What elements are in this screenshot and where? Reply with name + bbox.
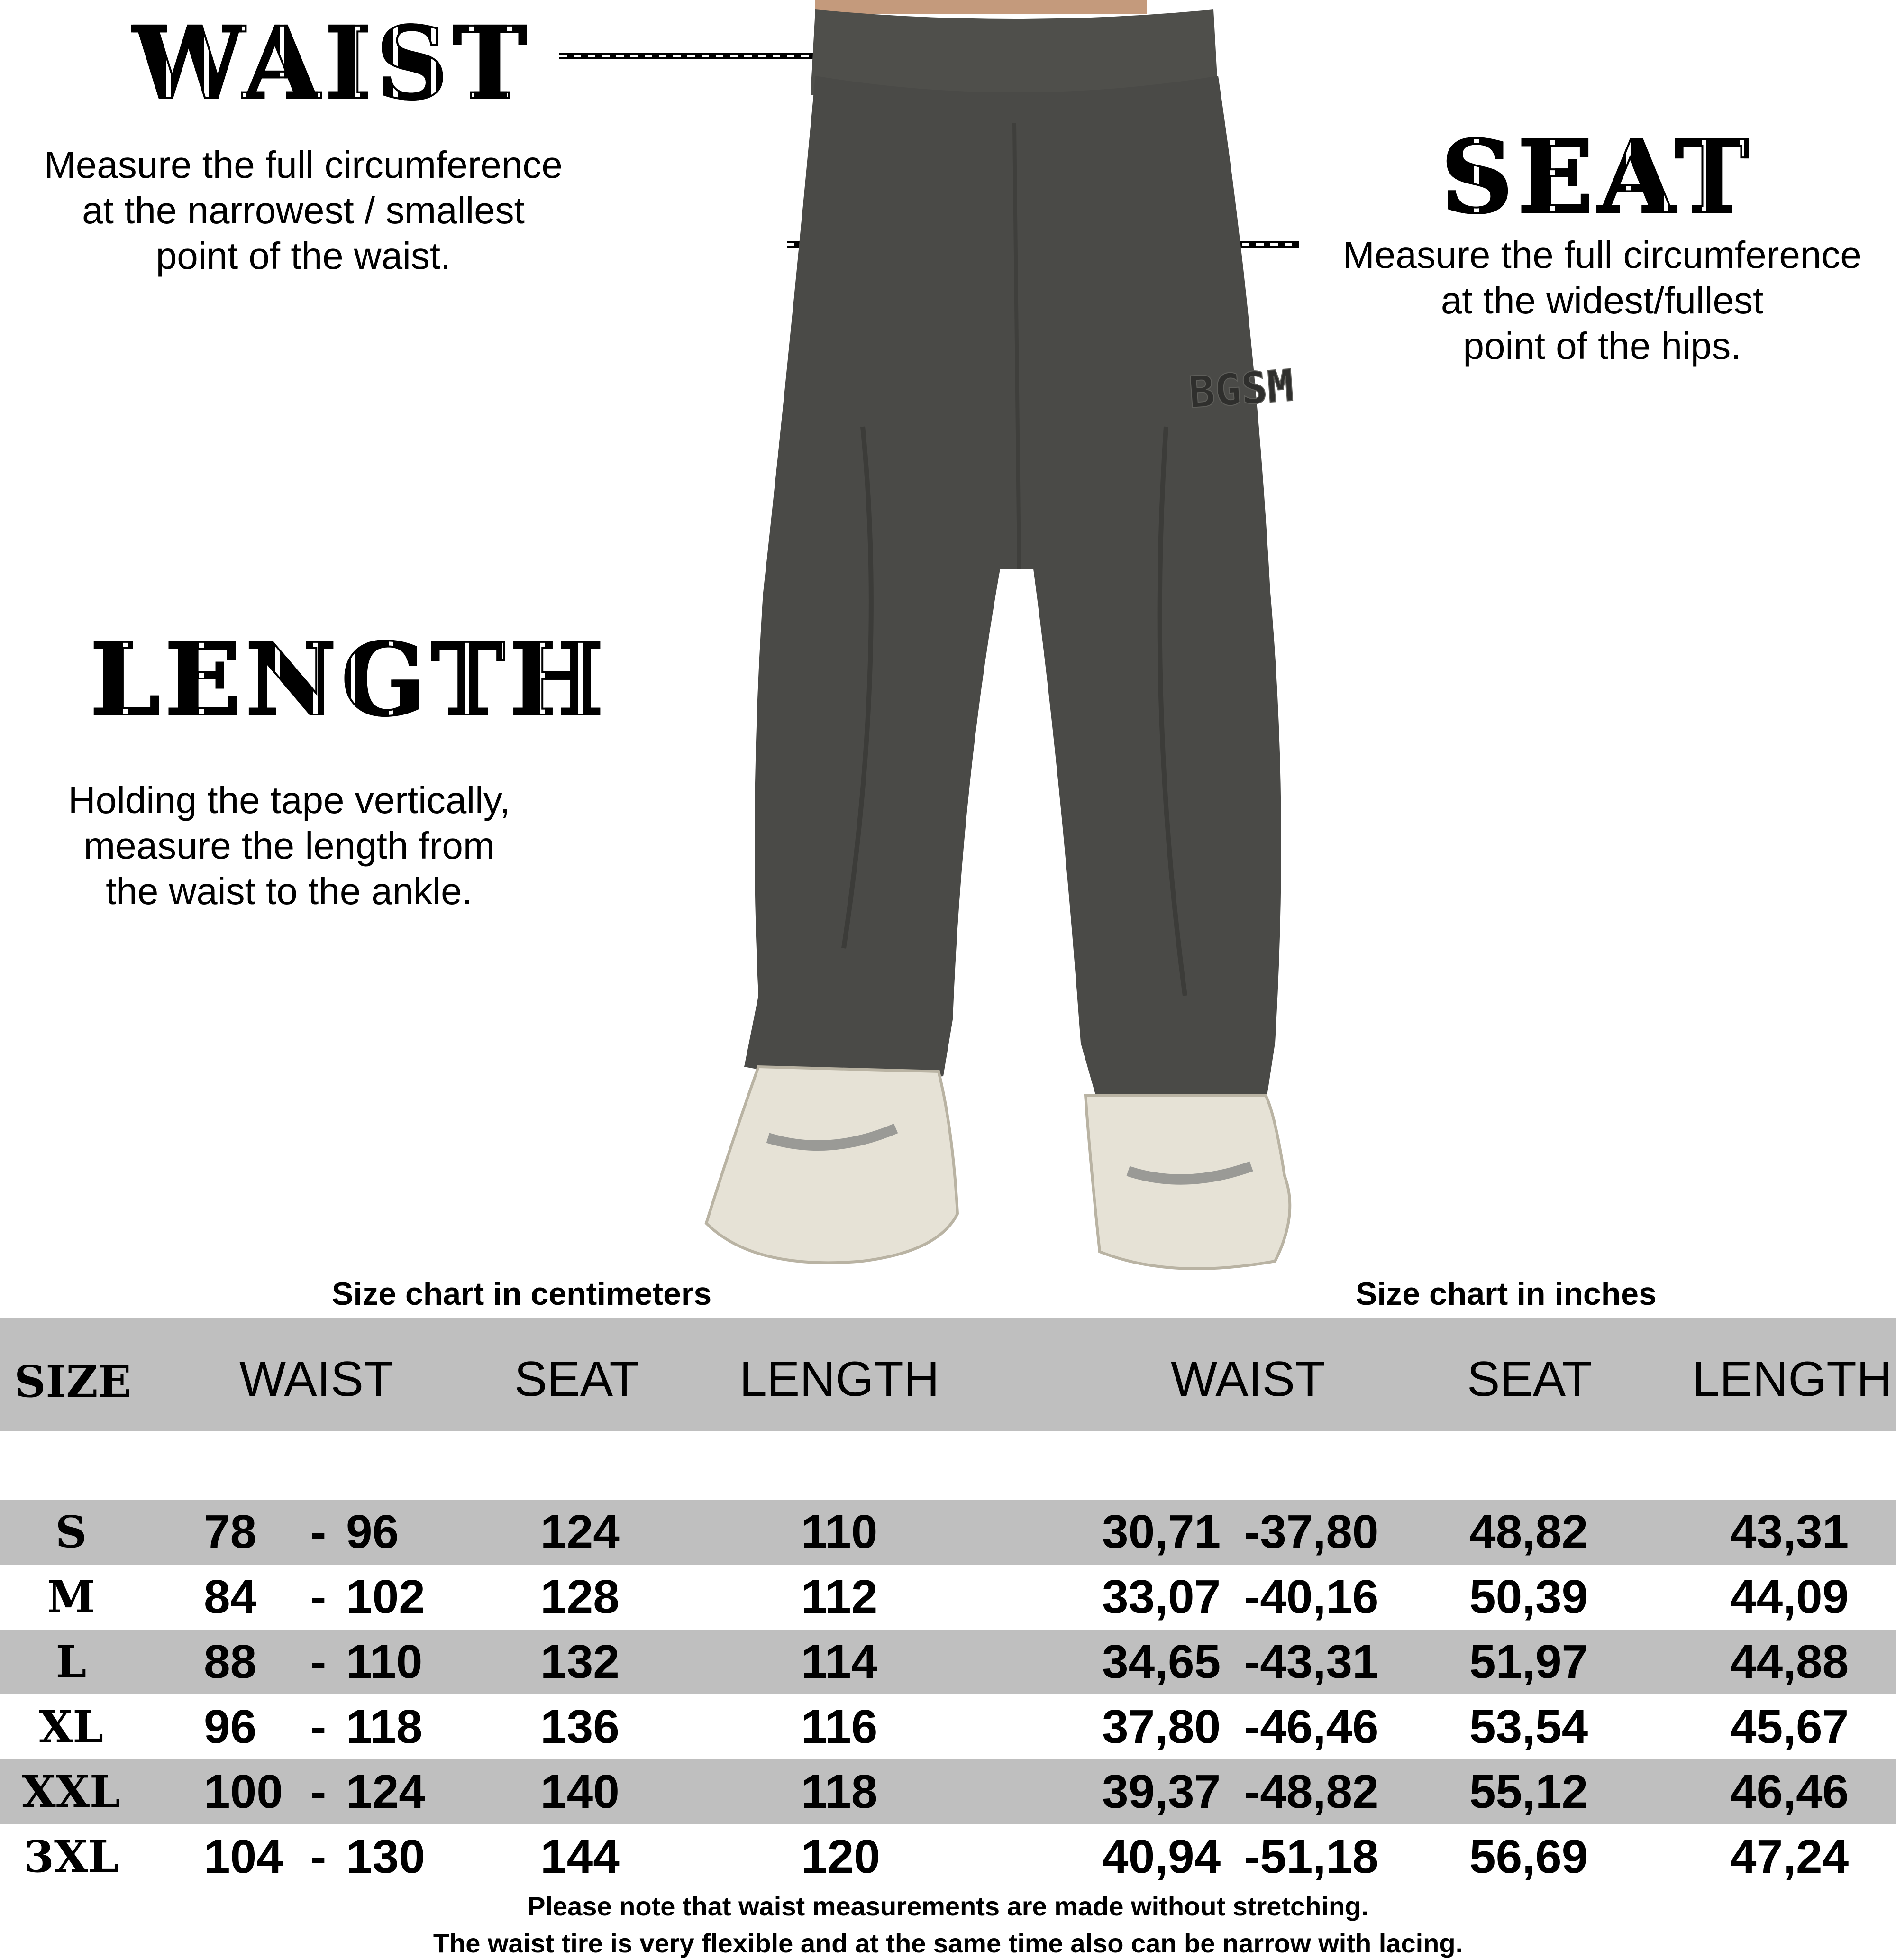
cell-length-in: 46,46 xyxy=(1730,1765,1849,1818)
table-row xyxy=(0,1565,1896,1630)
cell-seat-cm: 140 xyxy=(540,1765,620,1818)
cell-length-in: 44,09 xyxy=(1730,1570,1849,1623)
cell-waist-cm-min: 78 xyxy=(204,1505,257,1558)
cell-length-in: 45,67 xyxy=(1730,1700,1849,1753)
table-row xyxy=(0,1500,1896,1565)
waist-desc-line: Measure the full circumference xyxy=(44,144,563,186)
cell-waist-cm-min: 84 xyxy=(204,1570,257,1623)
cell-seat-in: 48,82 xyxy=(1469,1505,1588,1558)
cell-waist-in-min: 40,94 xyxy=(1102,1830,1221,1883)
waist-heading: WAIST xyxy=(133,5,532,122)
cell-seat-cm: 124 xyxy=(540,1505,620,1558)
length-desc-line: measure the length from xyxy=(83,824,495,867)
cell-length-cm: 112 xyxy=(801,1570,878,1623)
cell-waist-cm-max: 96 xyxy=(346,1505,399,1558)
cell-waist-in-min: 30,71 xyxy=(1102,1505,1221,1558)
cell-waist-cm-min: 104 xyxy=(204,1830,283,1883)
cell-waist-in-min: 39,37 xyxy=(1102,1765,1221,1818)
range-dash: - xyxy=(310,1635,327,1688)
seat-heading: SEAT xyxy=(1441,119,1754,236)
cell-size: S xyxy=(55,1506,87,1557)
seat-desc-line: at the widest/fullest xyxy=(1440,279,1764,321)
caption-centimeters: Size chart in centimeters xyxy=(332,1276,712,1312)
cell-size: XXL xyxy=(22,1766,120,1817)
range-dash: - xyxy=(310,1765,327,1818)
length-desc-line: the waist to the ankle. xyxy=(106,870,473,912)
range-dash: - xyxy=(310,1505,327,1558)
product-photo xyxy=(673,0,1346,1280)
cell-waist-in-max: -51,18 xyxy=(1244,1830,1379,1883)
cell-waist-cm-max: 102 xyxy=(346,1570,425,1623)
cell-waist-cm-min: 100 xyxy=(204,1765,283,1818)
cell-size: L xyxy=(55,1636,87,1687)
note-line-2: The waist tire is very flexible and at the same time also can be narrow with lacing. xyxy=(433,1928,1463,1958)
caption-inches: Size chart in inches xyxy=(1356,1276,1657,1312)
header-waist-cm: WAIST xyxy=(239,1352,394,1407)
cell-waist-in-min: 37,80 xyxy=(1102,1700,1221,1753)
seat-desc-line: Measure the full circumference xyxy=(1343,234,1861,276)
cell-seat-in: 56,69 xyxy=(1469,1830,1588,1883)
cell-size: XL xyxy=(38,1701,104,1752)
header-seat-in: SEAT xyxy=(1467,1352,1592,1407)
cell-waist-cm-max: 130 xyxy=(346,1830,425,1883)
cell-size: 3XL xyxy=(23,1831,119,1882)
cell-length-in: 43,31 xyxy=(1730,1505,1849,1558)
cell-seat-in: 50,39 xyxy=(1469,1570,1588,1623)
length-desc-line: Holding the tape vertically, xyxy=(68,779,510,821)
waist-desc-line: point of the waist. xyxy=(155,235,451,277)
cell-waist-cm-max: 110 xyxy=(346,1635,423,1688)
pants-body xyxy=(744,76,1281,1113)
range-dash: - xyxy=(310,1700,327,1753)
bgsm-logo: BGSM xyxy=(1187,360,1295,418)
cell-waist-cm-max: 124 xyxy=(346,1765,425,1818)
cell-seat-in: 55,12 xyxy=(1469,1765,1588,1818)
waist-desc-line: at the narrowest / smallest xyxy=(82,189,525,231)
cell-length-in: 47,24 xyxy=(1730,1830,1849,1883)
cell-waist-in-max: -37,80 xyxy=(1244,1505,1379,1558)
cell-seat-cm: 144 xyxy=(540,1830,620,1883)
cell-waist-cm-max: 118 xyxy=(346,1700,423,1753)
sweatpants-illustration xyxy=(673,0,1346,1280)
cell-length-cm: 118 xyxy=(801,1765,878,1818)
left-shoe xyxy=(706,1067,957,1263)
cell-waist-in-min: 33,07 xyxy=(1102,1570,1221,1623)
cell-length-cm: 114 xyxy=(801,1635,878,1688)
range-dash: - xyxy=(310,1830,327,1883)
table-row xyxy=(0,1694,1896,1759)
cell-seat-in: 53,54 xyxy=(1469,1700,1588,1753)
table-row xyxy=(0,1824,1896,1889)
cell-waist-in-max: -40,16 xyxy=(1244,1570,1379,1623)
cell-seat-in: 51,97 xyxy=(1469,1635,1588,1688)
cell-seat-cm: 128 xyxy=(540,1570,620,1623)
cell-seat-cm: 132 xyxy=(540,1635,620,1688)
header-waist-in: WAIST xyxy=(1171,1352,1325,1407)
cell-length-cm: 110 xyxy=(801,1505,878,1558)
cell-waist-in-max: -48,82 xyxy=(1244,1765,1379,1818)
cell-waist-in-max: -46,46 xyxy=(1244,1700,1379,1753)
cell-length-in: 44,88 xyxy=(1730,1635,1849,1688)
cell-waist-cm-min: 88 xyxy=(204,1635,257,1688)
header-seat-cm: SEAT xyxy=(514,1352,639,1407)
length-heading: LENGTH xyxy=(90,621,609,738)
table-row xyxy=(0,1759,1896,1824)
header-length-cm: LENGTH xyxy=(739,1352,939,1407)
cell-waist-in-min: 34,65 xyxy=(1102,1635,1221,1688)
cell-length-cm: 120 xyxy=(801,1830,880,1883)
cell-seat-cm: 136 xyxy=(540,1700,620,1753)
torso-skin xyxy=(815,0,1147,14)
cell-size: M xyxy=(47,1571,95,1622)
note-line-1: Please note that waist measurements are made without stretching. xyxy=(528,1891,1368,1921)
range-dash: - xyxy=(310,1570,327,1623)
table-row xyxy=(0,1630,1896,1694)
seat-desc-line: point of the hips. xyxy=(1463,325,1741,367)
cell-waist-in-max: -43,31 xyxy=(1244,1635,1379,1688)
cell-waist-cm-min: 96 xyxy=(204,1700,257,1753)
header-size: SIZE xyxy=(14,1356,131,1407)
header-length-in: LENGTH xyxy=(1692,1352,1892,1407)
cell-length-cm: 116 xyxy=(801,1700,878,1753)
